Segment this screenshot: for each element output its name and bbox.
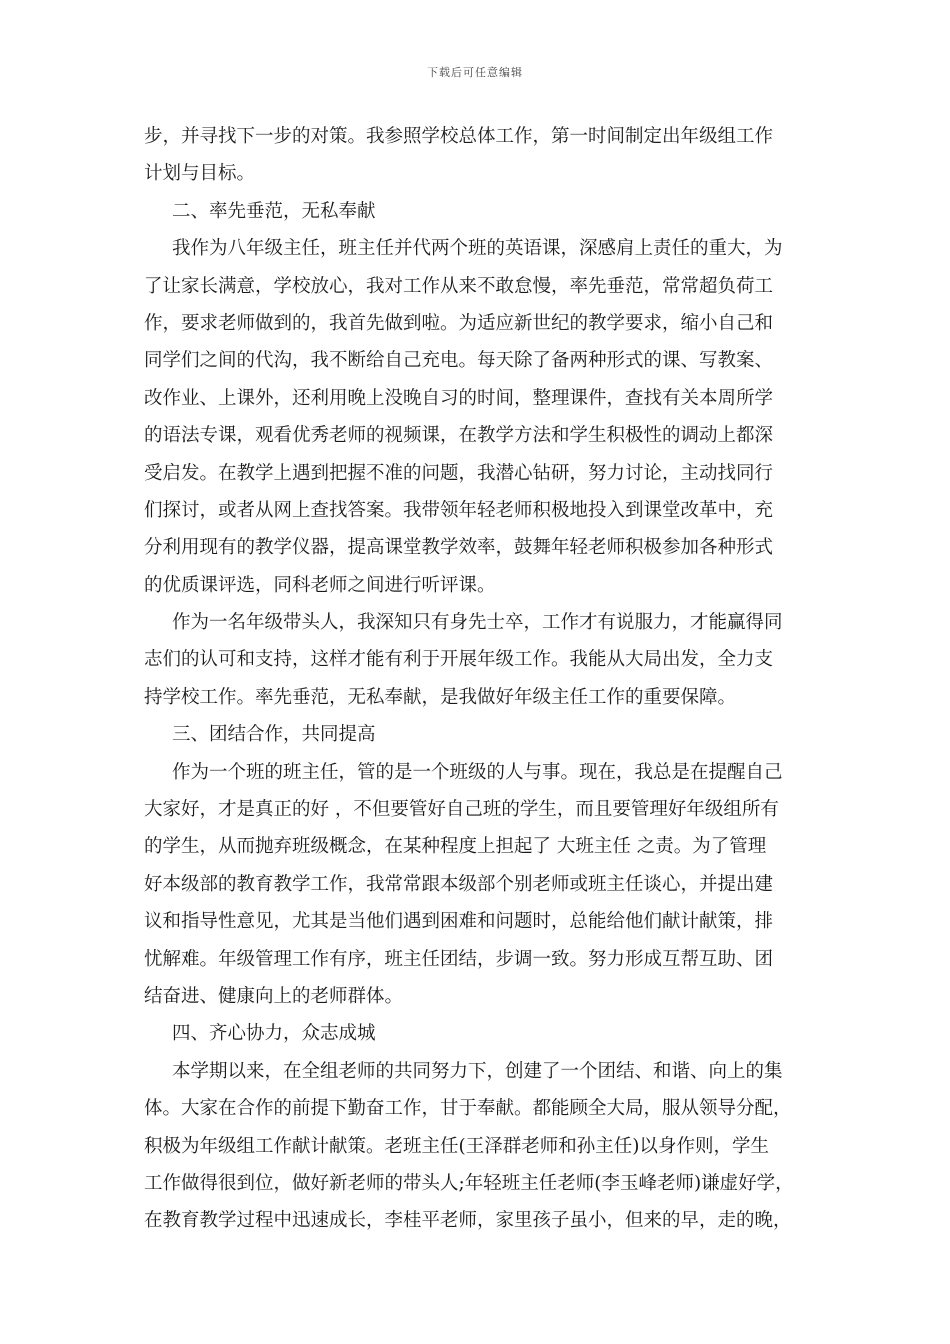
text-line: 的语法专课，观看优秀老师的视频课，在教学方法和学生积极性的调动上都深 xyxy=(144,425,774,447)
text-line: 分利用现有的教学仪器，提高课堂教学效率，鼓舞年轻老师积极参加各种形式 xyxy=(144,537,774,559)
text-line: 议和指导性意见，尤其是当他们遇到困难和问题时，总能给他们献计献策，排 xyxy=(144,911,774,933)
text-line: 积极为年级组工作献计献策。老班主任(王泽群老师和孙主任)以身作则，学生 xyxy=(144,1135,769,1157)
text-line: 计划与目标。 xyxy=(144,163,256,185)
text-line: 忧解难。年级管理工作有序，班主任团结，步调一致。努力形成互帮互助、团 xyxy=(144,948,774,970)
text-line: 受启发。在教学上遇到把握不准的问题，我潜心钻研，努力讨论，主动找同行 xyxy=(144,462,774,484)
text-line: 在教育教学过程中迅速成长，李桂平老师，家里孩子虽小，但来的早，走的晚， xyxy=(144,1210,792,1232)
text-line: 步，并寻找下一步的对策。我参照学校总体工作，第一时间制定出年级组工作 xyxy=(144,126,774,147)
document-body xyxy=(144,118,834,1240)
text-line: 作，要求老师做到的，我首先做到啦。为适应新世纪的教学要求，缩小自己和 xyxy=(144,312,774,334)
text-line: 工作做得很到位，做好新老师的带头人;年轻班主任老师(李玉峰老师)谦虚好学， xyxy=(144,1172,794,1194)
text-line: 志们的认可和支持，这样才能有利于开展年级工作。我能从大局出发，全力支 xyxy=(144,649,774,671)
page-header: 下载后可任意编辑 xyxy=(427,66,523,79)
text-line: 好本级部的教育教学工作，我常常跟本级部个别老师或班主任谈心，并提出建 xyxy=(144,873,774,895)
text-line: 我作为八年级主任，班主任并代两个班的英语课，深感肩上责任的重大，为 xyxy=(172,238,783,260)
text-line: 作为一个班的班主任，管的是一个班级的人与事。现在，我总是在提醒自己 xyxy=(172,761,783,783)
text-line: 三、团结合作，共同提高 xyxy=(172,724,376,746)
text-line: 的优质课评选，同科老师之间进行听评课。 xyxy=(144,574,496,596)
text-line: 同学们之间的代沟，我不断给自己充电。每天除了备两种形式的课、写教案、 xyxy=(144,350,774,372)
text-line: 作为一名年级带头人，我深知只有身先士卒，工作才有说服力，才能赢得同 xyxy=(172,612,783,634)
text-line: 的学生，从而抛弃班级概念，在某种程度上担起了 大班主任 之责。为了管理 xyxy=(144,836,767,858)
text-line: 体。大家在合作的前提下勤奋工作，甘于奉献。都能顾全大局，服从领导分配， xyxy=(144,1098,792,1120)
text-line: 改作业、上课外，还利用晚上没晚自习的时间，整理课件，查找有关本周所学 xyxy=(144,387,774,409)
text-line: 持学校工作。率先垂范，无私奉献，是我做好年级主任工作的重要保障。 xyxy=(144,686,737,708)
text-line: 二、率先垂范，无私奉献 xyxy=(172,200,376,222)
text-line: 大家好，才是真正的好 ，不但要管好自己班的学生，而且要管理好年级组所有 xyxy=(144,799,779,821)
text-line: 结奋进、健康向上的老师群体。 xyxy=(144,985,404,1007)
text-line: 本学期以来，在全组老师的共同努力下，创建了一个团结、和谐、向上的集 xyxy=(172,1060,783,1082)
text-line: 了让家长满意，学校放心，我对工作从来不敢怠慢，率先垂范，常常超负荷工 xyxy=(144,275,774,297)
text-line: 们探讨，或者从网上查找答案。我带领年轻老师积极地投入到课堂改革中，充 xyxy=(144,499,774,521)
text-line: 四、齐心协力，众志成城 xyxy=(172,1023,376,1045)
